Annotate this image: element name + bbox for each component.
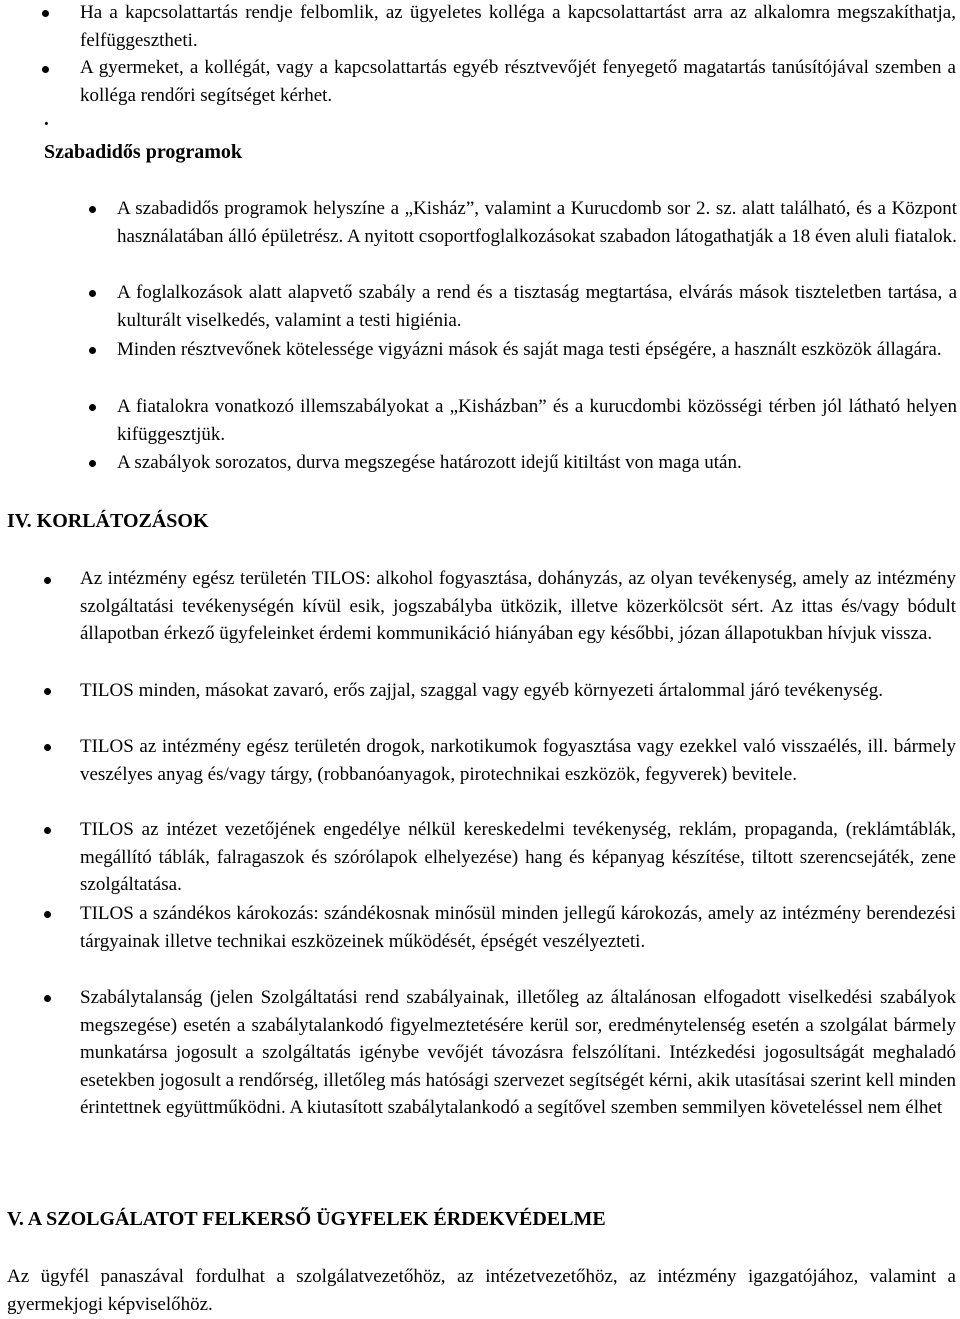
list-item-text: TILOS minden, másokat zavaró, erős zajjal, szaggal vagy egyéb környezeti ártalommal járó tevékenység.	[80, 680, 883, 701]
list-item-text: A gyermeket, a kollégát, vagy a kapcsolattartás egyéb résztvevőjét fenyegető magatartás tanúsítójával szemben a kolléga rendőri segítséget kérhet.	[80, 57, 956, 106]
list-item-text: TILOS az intézmény egész területén drogok, narkotikumok fogyasztása vagy ezekkel való visszaélés, ill. bármely veszélyes anyag és/vagy tárgy, (robbanóanyagok, pirotechnikai eszközök, fegyverek) bevitele.	[80, 736, 956, 785]
bullet-icon	[89, 347, 96, 354]
bullet-icon	[89, 290, 96, 297]
list-item-text: Minden résztvevőnek kötelessége vigyázni mások és saját maga testi épségére, a használt eszközök állagára.	[117, 339, 942, 360]
top-bullet-list	[0, 0, 960, 110]
bullet-icon	[44, 744, 51, 751]
restrictions-heading: IV. KORLÁTOZÁSOK	[7, 510, 209, 532]
bullet-icon	[89, 206, 96, 213]
list-item-text: TILOS a szándékos károkozás: szándékosnak minősül minden jellegű károkozás, amely az intézmény berendezési tárgyainak illetve technikai eszközeinek működését, épségét veszélyezteti.	[80, 903, 956, 952]
bullet-icon	[89, 460, 96, 467]
bullet-icon	[44, 911, 51, 918]
bullet-icon	[44, 995, 51, 1002]
list-item-text: A szabadidős programok helyszíne a „Kisház”, valamint a Kurucdomb sor 2. sz. alatt található, és a Központ használatában álló épületrész. A nyitott csoportfoglalkozásokat szabadon látogathatják a 18 éven aluli fiatalok.	[117, 198, 957, 247]
list-item-text: TILOS az intézet vezetőjének engedélye nélkül kereskedelmi tevékenység, reklám, propaganda, (reklámtáblák, megállító táblák, falragaszok és szórólapok elhelyezése) hang és képanyag készítése, tiltott szerencsejáték, zene szolgáltatása.	[80, 819, 956, 895]
free-time-section	[0, 110, 960, 480]
list-item-text: Ha a kapcsolattartás rendje felbomlik, az ügyeletes kolléga a kapcsolattartást arra az alkalomra megszakíthatja, felfüggesztheti.	[80, 2, 956, 51]
interests-heading: V. A SZOLGÁLATOT FELKERSŐ ÜGYFELEK ÉRDEKVÉDELME	[7, 1208, 606, 1230]
bullet-icon	[44, 577, 51, 584]
list-item-text: A fiatalokra vonatkozó illemszabályokat a „Kisházban” és a kurucdombi közösségi térben jól látható helyen kifüggesztjük.	[117, 396, 957, 445]
list-item-text: A foglalkozások alatt alapvető szabály a rend és a tisztaság megtartása, elvárás mások tiszteletben tartása, a kulturált viselkedés, valamint a testi higiénia.	[117, 282, 957, 331]
section-dot: .	[44, 109, 49, 130]
bullet-icon	[42, 10, 49, 17]
interests-paragraph: Az ügyfél panaszával fordulhat a szolgálatvezetőhöz, az intézetvezetőhöz, az intézmény igazgatójához, valamint a gyermekjogi képviselőhöz.	[7, 1266, 956, 1315]
restrictions-list	[0, 560, 960, 1180]
bullet-icon	[44, 688, 51, 695]
free-time-heading: Szabadidős programok	[44, 141, 243, 163]
bullet-icon	[44, 827, 51, 834]
list-item-text: Szabálytalanság (jelen Szolgáltatási rend szabályainak, illetőleg az általánosan elfogadott viselkedési szabályok megszegése) esetén a szabálytalankodó figyelmeztetésére kerül sor, eredménytelenség esetén a szolgálat bármely munkatársa jogosult a szolgáltatás igénybe vevőjét távozásra felszólítani. Intézkedési jogosultságát meghaladó esetekben jogosult a rendőrség, illetőleg más hatósági szervezet segítségét kérni, akik utasításai szerint kell minden érintettnek együttműködni. A kiutasított szabálytalankodó a segítővel szemben semmilyen követeléssel nem élhet	[80, 987, 956, 1118]
list-item-text: A szabályok sorozatos, durva megszegése határozott idejű kitiltást von maga után.	[117, 452, 742, 473]
list-item-text: Az intézmény egész területén TILOS: alkohol fogyasztása, dohányzás, az olyan tevékenység, amely az intézmény szolgáltatási tevékenységén kívül esik, jogszabályba ütközik, illetve közerkölcsöt sért. Az ittas és/vagy bódult állapotban érkező ügyfeleinket érdemi kommunikáció hiányában egy későbbi, józan állapotukban hívjuk vissza.	[80, 568, 956, 644]
bullet-icon	[42, 66, 49, 73]
bullet-icon	[89, 404, 96, 411]
